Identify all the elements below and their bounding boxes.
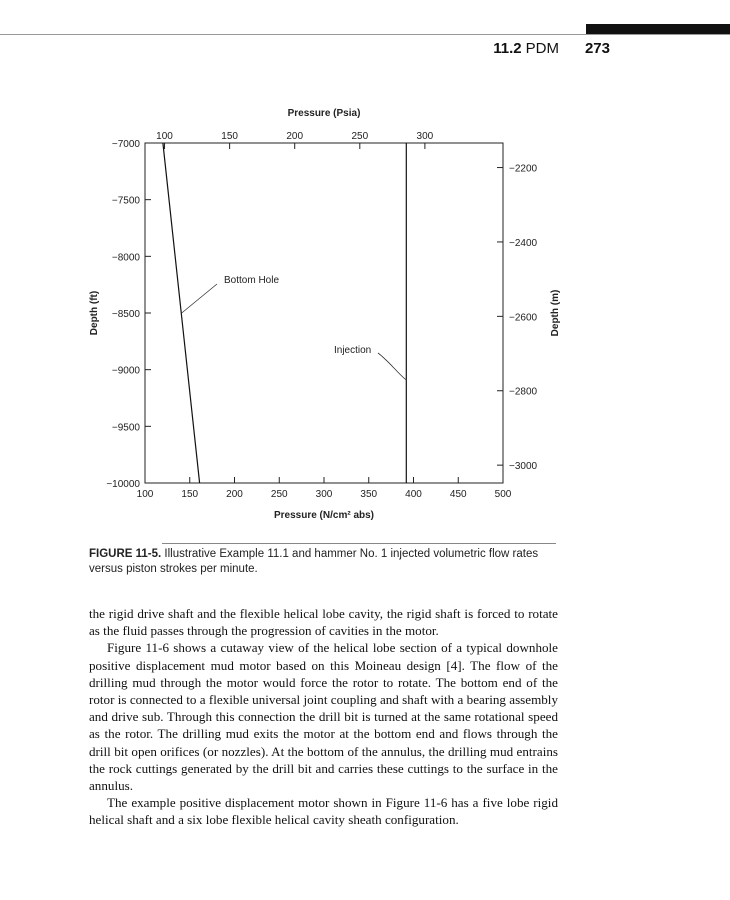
top-axis-title: Pressure (Psia): [287, 108, 361, 119]
injection-leader: [378, 353, 406, 380]
bottom-tick-label: 250: [270, 489, 288, 500]
left-tick-label: −7000: [111, 139, 140, 150]
caption-rule: [162, 543, 556, 544]
paragraph-2: Figure 11-6 shows a cutaway view of the helical lobe section of a typical downhole positive displacement mud motor based on this Moineau design [4]. The flow of the drilling mud through the motor would force the rotor to rotate. The bottom end of the rotor is connected to a flexible universal joint coupling and shaft with a bearing assembly and drive sub. Through this connection the drill bit is turned at the same rotational speed as the rotor. The drilling mud exits the motor at the bottom end and flows through the drill bit open orifices (or nozzles). At the bottom of the annulus, the drilling mud entrains the rock cuttings generated by the drill bit and carries these cuttings to the surface in the annulus.: [89, 640, 558, 794]
left-tick-label: −10000: [106, 479, 140, 490]
right-tick-label: −3000: [509, 461, 538, 473]
left-tick-label: −8500: [111, 309, 140, 320]
body-text: [89, 605, 558, 829]
bottom-tick-label: 450: [449, 489, 467, 500]
left-tick-label: −7500: [111, 195, 140, 207]
right-tick-label: −2200: [509, 163, 538, 175]
bottom-tick-label: 300: [315, 489, 333, 500]
bottom-tick-label: 400: [405, 489, 422, 500]
bottom-tick-label: 500: [494, 489, 512, 500]
section-title: PDM: [525, 40, 559, 57]
paragraph-1: the rigid drive shaft and the flexible helical lobe cavity, the rigid shaft is forced to rotate as the fluid passes through the progression of cavities in the motor.: [89, 606, 558, 639]
bottom-tick-label: 200: [226, 489, 243, 500]
bottom-hole-leader: [182, 284, 217, 313]
right-tick-label: −2800: [509, 386, 538, 398]
top-tick-label: 200: [286, 131, 304, 142]
plot-frame: [145, 143, 503, 483]
section-number: 11.2: [493, 40, 522, 57]
figure-caption: [89, 547, 559, 577]
right-tick-label: −2400: [509, 237, 538, 249]
bottom-tick-label: 350: [360, 489, 378, 500]
bottom-hole-label: Bottom Hole: [224, 275, 280, 286]
left-tick-label: −9000: [111, 365, 140, 377]
caption-text: Illustrative Example 11.1 and hammer No. 1 injected volumetric flow rates versus piston strokes per minute.: [89, 548, 539, 575]
left-tick-label: −9500: [111, 422, 140, 434]
left-tick-label: −8000: [111, 252, 140, 264]
top-tick-label: 100: [156, 131, 173, 142]
top-tick-label: 300: [416, 131, 434, 142]
top-tick-label: 250: [351, 131, 369, 142]
series-line-bottom-hole: [163, 143, 200, 483]
right-axis-title: Depth (m): [550, 289, 561, 337]
left-axis-title: Depth (ft): [89, 290, 100, 336]
bottom-tick-label: 150: [181, 489, 199, 500]
bottom-axis-title: Pressure (N/cm² abs): [273, 510, 375, 521]
injection-label: Injection: [334, 345, 372, 356]
page-number: 273: [584, 40, 610, 57]
right-tick-label: −2600: [509, 312, 538, 324]
bottom-tick-label: 100: [136, 489, 154, 500]
top-tick-label: 150: [221, 131, 238, 142]
paragraph-3: The example positive displacement motor shown in Figure 11-6 has a five lobe rigid helical shaft and a six lobe flexible helical cavity sheath configuration.: [89, 795, 558, 828]
caption-label: FIGURE 11-5.: [89, 548, 162, 560]
